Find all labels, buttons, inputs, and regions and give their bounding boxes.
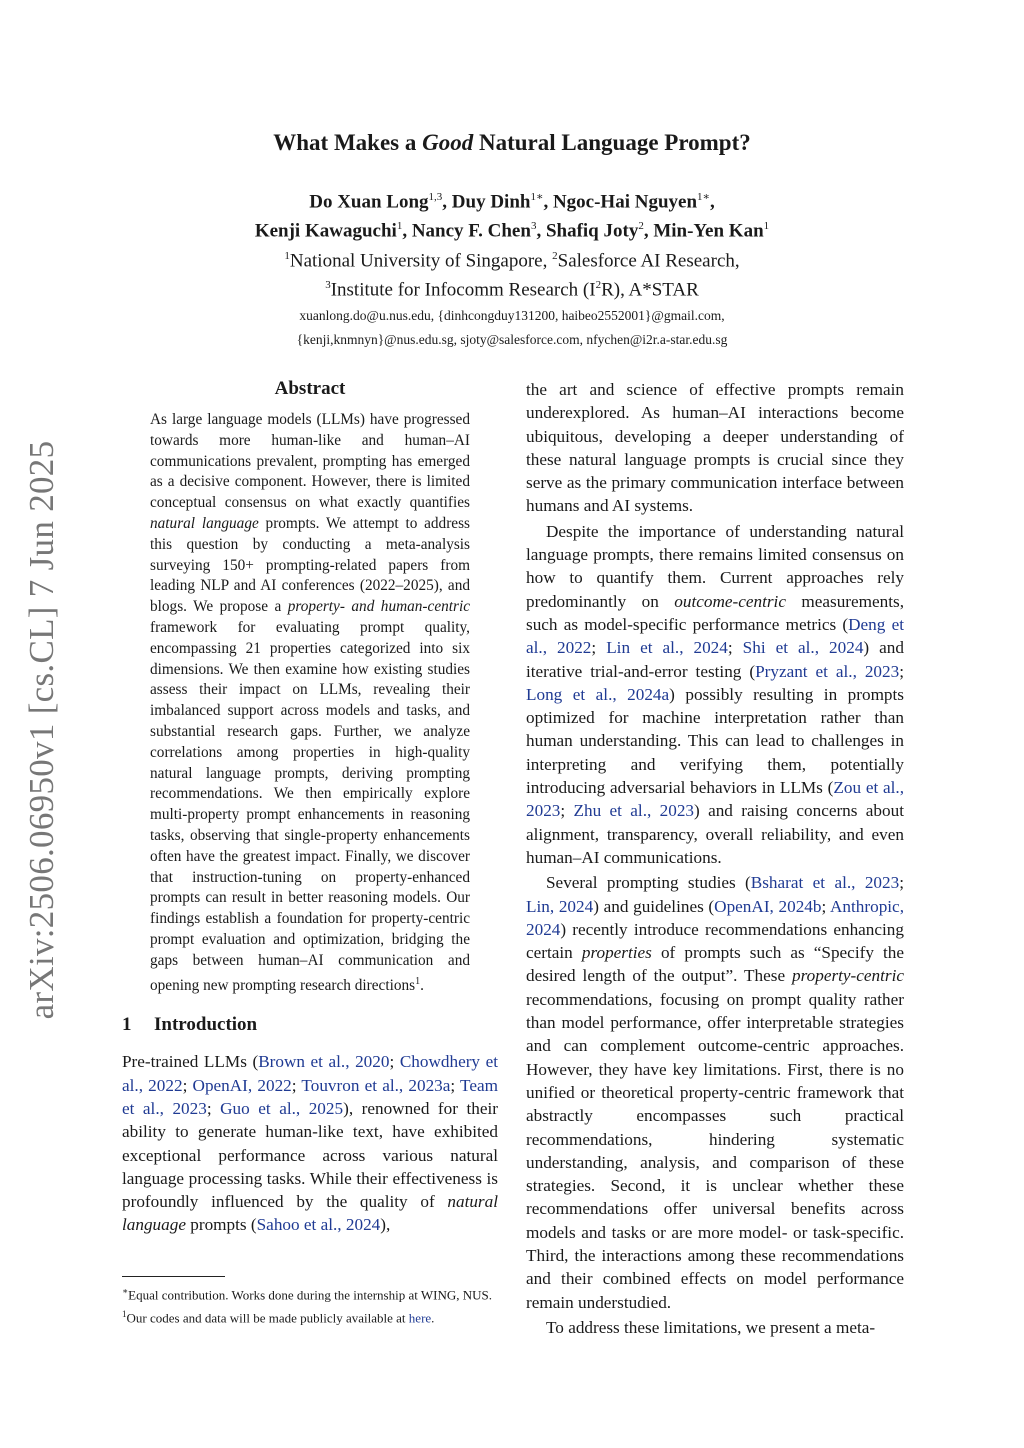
left-column: [122, 378, 498, 1237]
citation-link[interactable]: Long et al., 2024a: [526, 684, 670, 704]
citation-link[interactable]: Guo et al., 2025: [220, 1099, 344, 1118]
citation-link[interactable]: Zou et al., 2023: [526, 778, 905, 821]
body-paragraph: Despite the importance of understanding natural language prompts, there remains limited consensus on how to quantify them. Current approaches rely predominantly on outcome-centric measurements, such as model-specific performance metrics (Deng et al., 2022; Lin et al., 2024; Shi et al., 2024) and iterative trial-and-error testing (Pryzant et al., 2023; Long et al., 2024a) possibly resulting in prompts optimized for machine interpretation rather than human understanding. This can lead to challenges in interpreting and verifying them, potentially introducing adversarial behaviors in LLMs (Zou et al., 2023; Zhu et al., 2023) and raising concerns about alignment, transparency, overall reliability, and even human–AI communications.: [526, 521, 905, 867]
affiliation-line-1: $^1$National University of Singapore, $^2$Salesforce AI Research,: [284, 249, 740, 271]
body-paragraph: Several prompting studies (Bsharat et al., 2023; Lin, 2024) and guidelines (OpenAI, 2024b; Anthropic, 2024) recently introduce recommendations enhancing certain properties of prompts such as “Specify the desired length of the output”. These property-centric recommendations, focusing on prompt quality rather than model performance, offer interpretable strategies and can complement outcome-centric approaches. However, they have key limitations. First, there is no unified or theoretical property-centric framework that abstractly encompasses such practical recommendations, hindering systematic understanding, analysis, and comparison of these strategies. Second, it is unclear whether these recommendations offer universal benefits across models and tasks or are more model- or task-specific. Third, the interactions among these recommendations and their combined effects on model performance remain understudied.: [526, 873, 904, 1312]
body-paragraph: the art and science of effective prompts remain underexplored. As human–AI interactions become ubiquitous, developing a deeper understanding of these natural language prompts is crucial since they serve as the primary communication interface between humans and AI systems.: [526, 380, 904, 516]
citation-link[interactable]: Pryzant et al., 2023: [755, 661, 900, 681]
author-name: Do Xuan Long: [309, 191, 429, 213]
author-name: Kenji Kawaguchi: [254, 220, 397, 242]
author-block: [0, 185, 1024, 352]
section-heading-introduction: 1 Introduction: [122, 1014, 258, 1036]
paper-title: What Makes a Good Natural Language Prompt?: [273, 130, 751, 155]
email-line: xuanlong.do@u.nus.edu, {dinhcongduy131200, haibeo2552001}@gmail.com,: [299, 308, 725, 324]
author-line-1: Do Xuan Long$^{1,3}$, Duy Dinh$^{1∗}$, Ngoc-Hai Nguyen$^{1∗}$,: [309, 191, 715, 213]
citation-link[interactable]: Brown et al., 2020: [258, 1052, 390, 1072]
author-name: Nancy F. Chen: [411, 220, 531, 242]
right-column: [526, 378, 904, 1339]
body-paragraph: To address these limitations, we present a meta-: [546, 1317, 876, 1337]
footnote-marker[interactable]: 1: [415, 975, 421, 987]
footnote-rule: [122, 1276, 225, 1277]
citation-link[interactable]: OpenAI, 2024b: [714, 896, 822, 916]
citation-link[interactable]: Deng et al., 2022: [526, 614, 904, 658]
footnotes: [122, 1276, 498, 1330]
citation-link[interactable]: Lin et al., 2024: [606, 638, 728, 658]
abstract-text: As large language models (LLMs) have progressed towards more human-like and human–AI communications prevalent, prompting has emerged as a decisive component. However, there is limited conceptual consensus on what exactly quantifies natural language prompts. We attempt to address this question by conducting a meta-analysis surveying 150+ prompting-related papers from leading NLP and AI conferences (2022–2025), and blogs. We propose a property- and human-centric framework for evaluating prompt quality, encompassing 21 properties categorized into six dimensions. We then examine how existing studies assess their impact on LLMs, revealing their imbalanced support across models and tasks, and substantial research gaps. Further, we analyze correlations among properties in high-quality natural language prompts, deriving prompting recommendations. We then empirically explore multi-property prompt enhancements in reasoning tasks, observing that single-property enhancements often have the greatest impact. Finally, we discover that instruction-tuning on property-enhanced prompts can result in better reasoning models. Our findings establish a foundation for property-centric prompt evaluation and optimization, bridging the gaps between human–AI communication and opening new prompting research directions$^1$.: [150, 411, 470, 994]
citation-link[interactable]: OpenAI, 2022: [192, 1075, 292, 1095]
code-data-link[interactable]: here: [408, 1310, 432, 1326]
author-line-2: Kenji Kawaguchi$^1$, Nancy F. Chen$^3$, Shafiq Joty$^2$, Min-Yen Kan$^1$: [254, 220, 770, 242]
footnote-2: $^1$Our codes and data will be made publicly available at here.: [122, 1309, 435, 1326]
citation-link[interactable]: Team et al., 2023: [122, 1075, 498, 1118]
citation-link[interactable]: Bsharat et al., 2023: [750, 873, 900, 893]
abstract-heading: Abstract: [274, 378, 346, 399]
arxiv-sidebar: [22, 440, 62, 1020]
citation-link[interactable]: Chowdhery et al., 2022: [122, 1052, 498, 1095]
author-name: Shafiq Joty: [545, 220, 639, 242]
footnote-1: ∗Equal contribution. Works done during the internship at WING, NUS.: [122, 1286, 492, 1303]
citation-link[interactable]: Sahoo et al., 2024: [256, 1215, 381, 1235]
intro-paragraph: Pre-trained LLMs (Brown et al., 2020; Chowdhery et al., 2022; OpenAI, 2022; Touvron et al., 2023a; Team et al., 2023; Guo et al., 2025), renowned for their ability to generate human-like text, have exhibited exceptional performance across various natural language processing tasks. While their effectiveness is profoundly influenced by the quality of natural language prompts (Sahoo et al., 2024),: [122, 1052, 498, 1235]
author-emails: [0, 304, 1024, 352]
author-name: Min-Yen Kan: [653, 220, 764, 242]
citation-link[interactable]: Anthropic, 2024: [526, 896, 904, 939]
title-emphasis: Good: [422, 130, 474, 155]
citation-link[interactable]: Shi et al., 2024: [742, 638, 864, 658]
email-line: {kenji,knmnyn}@nus.edu.sg, sjoty@salesforce.com, nfychen@i2r.a-star.edu.sg: [296, 332, 728, 348]
citation-link[interactable]: Lin, 2024: [526, 896, 594, 916]
author-name: Duy Dinh: [451, 191, 531, 213]
author-name: Ngoc-Hai Nguyen: [552, 191, 698, 213]
arxiv-identifier: arXiv:2506.06950v1 [cs.CL] 7 Jun 2025: [22, 440, 61, 1020]
citation-link[interactable]: Touvron et al., 2023a: [301, 1075, 451, 1095]
affiliation-line-2: $^3$Institute for Infocomm Research $(I^2R)$, A*STAR: [325, 278, 699, 301]
citation-link[interactable]: Zhu et al., 2023: [573, 801, 695, 821]
